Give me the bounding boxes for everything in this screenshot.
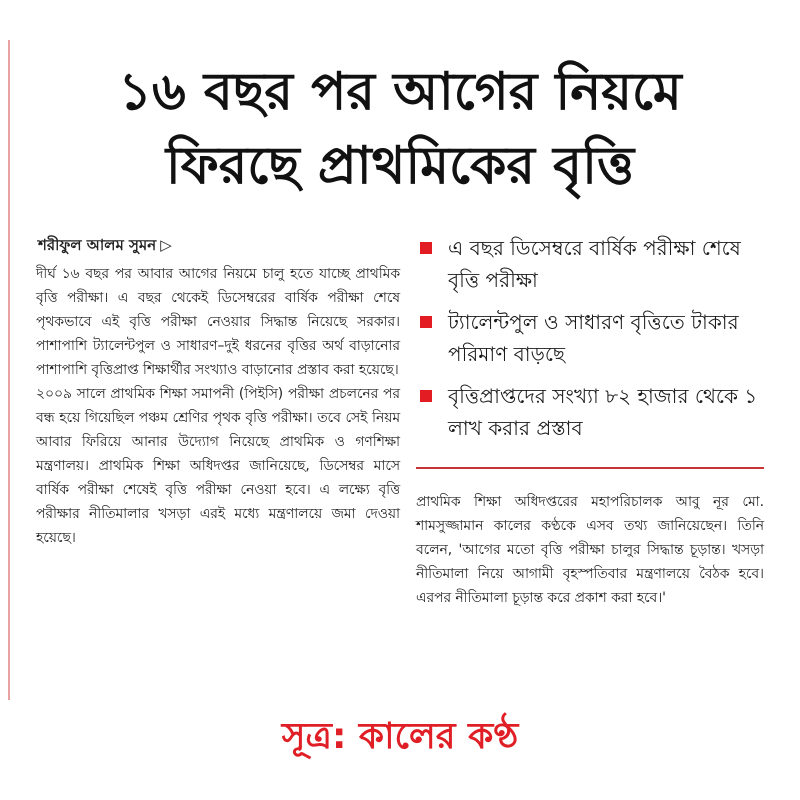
page-left-rule [8, 40, 10, 700]
source-credit: সূত্র: কালের কণ্ঠ [281, 716, 519, 757]
byline-arrow-icon: ▷ [160, 236, 172, 254]
red-square-bullet-icon [420, 316, 432, 328]
highlight-item [418, 232, 766, 296]
highlight-text: ট্যালেন্টপুল ও সাধারণ বৃত্তিতে টাকার পরিমাণ বাড়ছে [448, 310, 739, 366]
headline-line-2: ফিরছে প্রাথমিকের বৃত্তি [165, 136, 635, 196]
byline [38, 234, 398, 259]
red-square-bullet-icon [420, 390, 432, 402]
right-column [416, 490, 764, 610]
highlight-item [418, 380, 766, 444]
headline-line-1: ১৬ বছর পর আগের নিয়মে [118, 62, 682, 122]
left-paragraph-2: ২০০৯ সালে প্রাথমিক শিক্ষা সমাপনী (পিইসি) পরীক্ষা প্রচলনের পর বন্ধ হয়ে গিয়েছিল পঞ্চম শ্রেণির পৃথক বৃত্তি পরীক্ষা। তবে সেই নিয়ম আবার ফিরিয়ে আনার উদ্যোগ নিয়েছে প্রাথমিক ও গণশিক্ষা মন্ত্রণালয়। প্রাথমিক শিক্ষা অধিদপ্তর জানিয়েছে, ডিসেম্বর মাসে বার্ষিক পরীক্ষা শেষেই বৃত্তি পরীক্ষা নেওয়া হবে। এ লক্ষ্যে বৃত্তি পরীক্ষার নীতিমালার খসড়া এরই মধ্যে মন্ত্রণালয়ে জমা দেওয়া হয়েছে। [36, 386, 400, 546]
headline [20, 55, 780, 203]
left-paragraph-1: দীর্ঘ ১৬ বছর পর আবার আগের নিয়মে চালু হতে যাচ্ছে প্রাথমিক বৃত্তি পরীক্ষা। এ বছর থেকেই ডিসেম্বরের বার্ষিক পরীক্ষা শেষে পৃথকভাবে এই বৃত্তি পরীক্ষা নেওয়ার সিদ্ধান্ত নিয়েছে সরকার। পাশাপাশি ট্যালেন্টপুল ও সাধারণ–দুই ধরনের বৃত্তির অর্থ বাড়ানোর পাশাপাশি বৃত্তিপ্রাপ্ত শিক্ষার্থীর সংখ্যাও বাড়ানোর প্রস্তাব করা হয়েছে। [36, 266, 400, 378]
highlights-list [418, 232, 766, 454]
right-paragraph: প্রাথমিক শিক্ষা অধিদপ্তরের মহাপরিচালক আবু নূর মো. শামসুজ্জামান কালের কণ্ঠকে এসব তথ্য জানিয়েছেন। তিনি বলেন, 'আগের মতো বৃত্তি পরীক্ষা চালুর সিদ্ধান্ত চূড়ান্ত। খসড়া নীতিমালা নিয়ে আগামী বৃহস্পতিবার মন্ত্রণালয়ে বৈঠক হবে। এরপর নীতিমালা চূড়ান্ত করে প্রকাশ করা হবে।' [416, 494, 764, 606]
highlight-text: এ বছর ডিসেম্বরে বার্ষিক পরীক্ষা শেষে বৃত্তি পরীক্ষা [448, 236, 741, 292]
left-column [36, 262, 400, 550]
byline-author: শরীফুল আলম সুমন [38, 236, 157, 254]
highlights-divider [416, 467, 764, 469]
red-square-bullet-icon [420, 242, 432, 254]
highlight-text: বৃত্তিপ্রাপ্তদের সংখ্যা ৮২ হাজার থেকে ১ লাখ করার প্রস্তাব [448, 384, 758, 440]
highlight-item [418, 306, 766, 370]
